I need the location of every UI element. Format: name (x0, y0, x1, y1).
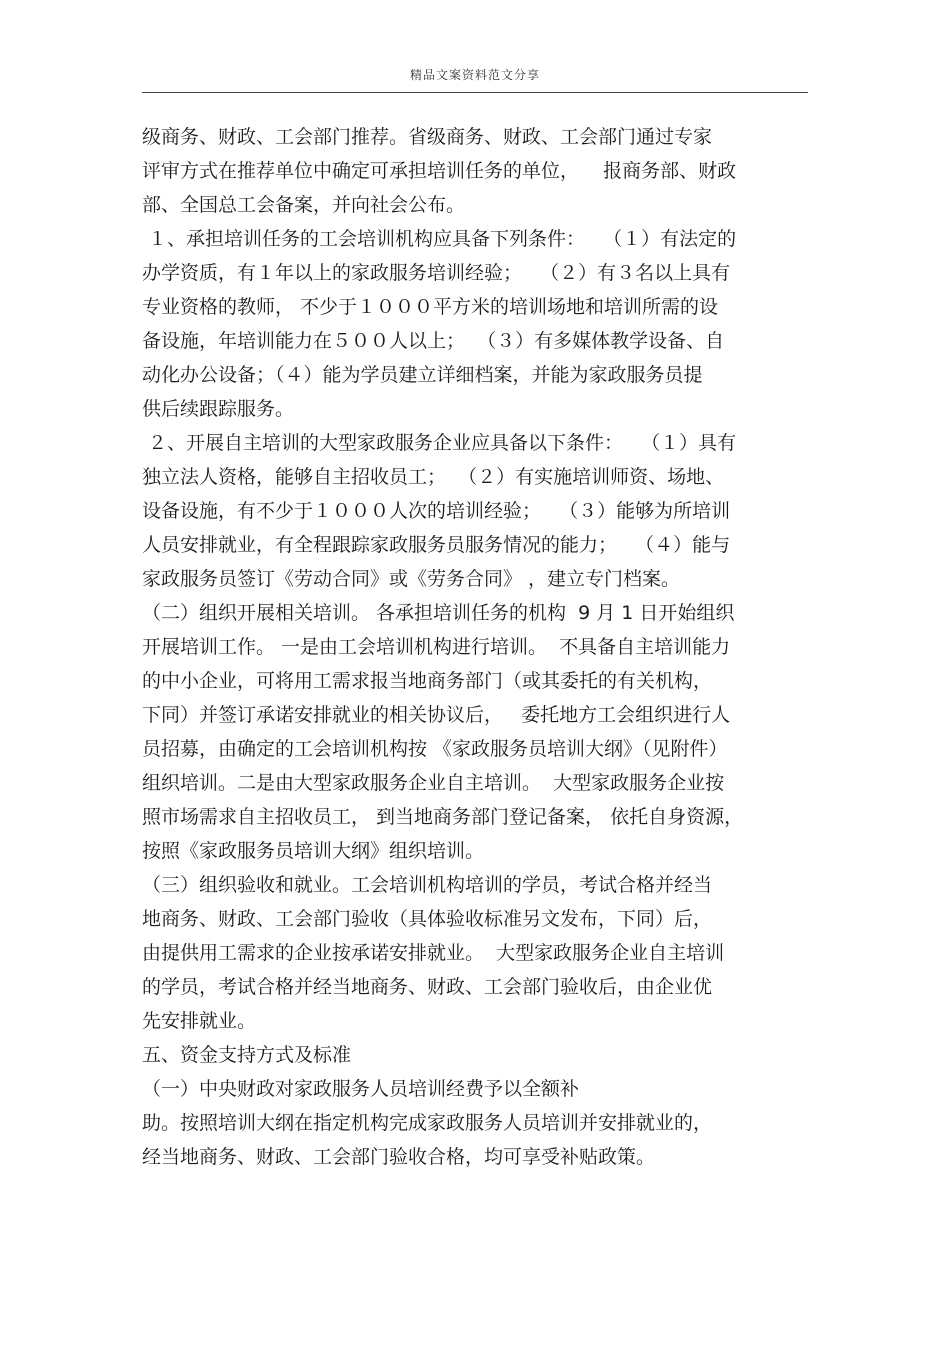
text-line: 助。按照培训大纲在指定机构完成家政服务人员培训并安排就业的， (142, 1112, 713, 1134)
text-line: 按照《家政服务员培训大纲》组织培训。 (142, 840, 485, 862)
section-heading: 五、资金支持方式及标准 (142, 1044, 352, 1066)
text-line: 评审方式在推荐单位中确定可承担培训任务的单位， 报商务部、财政 (142, 160, 737, 182)
text-line: 员招募，由确定的工会培训机构按 《家政服务员培训大纲》（见附件） (142, 738, 728, 760)
text-line: 家政服务员签订《劳动合同》或《劳务合同》 ，建立专门档案。 (142, 568, 681, 590)
text-line: 级商务、财政、工会部门推荐。省级商务、财政、工会部门通过专家 (142, 126, 713, 148)
text-line: ２、开展自主培训的大型家政服务企业应具备以下条件： （１）具有 (142, 432, 737, 454)
text-line: 备设施，年培训能力在５００人以上； （３）有多媒体教学设备、自 (142, 330, 725, 352)
text-line: 动化办公设备；（４）能为学员建立详细档案，并能为家政服务员提 (142, 364, 703, 386)
text-line: 部、全国总工会备案，并向社会公布。 (142, 194, 466, 216)
text-line: （三）组织验收和就业。工会培训机构培训的学员，考试合格并经当 (142, 874, 713, 896)
text-line: 办学资质，有１年以上的家政服务培训经验； （２）有３名以上具有 (142, 262, 731, 284)
text-line: 组织培训。二是由大型家政服务企业自主培训。 大型家政服务企业按 (142, 772, 725, 794)
text-line: 开展培训工作。 一是由工会培训机构进行培训。 不具备自主培训能力 (142, 636, 731, 658)
text-line: 设备设施，有不少于１０００人次的培训经验； （３）能够为所培训 (142, 500, 731, 522)
text-line: 独立法人资格，能够自主招收员工； （２）有实施培训师资、场地、 (142, 466, 725, 488)
text-line: 下同）并签订承诺安排就业的相关协议后， 委托地方工会组织进行人 (142, 704, 731, 726)
document-body (142, 120, 822, 1174)
text-line: 地商务、财政、工会部门验收（具体验收标准另文发布，下同）后， (142, 908, 713, 930)
text-line: 的中小企业，可将用工需求报当地商务部门（或其委托的有关机构， (142, 670, 713, 692)
text-line: （一）中央财政对家政服务人员培训经费予以全额补 (142, 1078, 580, 1100)
text-line: 专业资格的教师， 不少于１０００平方米的培训场地和培训所需的设 (142, 296, 719, 318)
text-line: 供后续跟踪服务。 (142, 398, 295, 420)
text-line: 照市场需求自主招收员工， 到当地商务部门登记备案， 依托自身资源， (142, 806, 744, 828)
text-line: 经当地商务、财政、工会部门验收合格，均可享受补贴政策。 (142, 1146, 656, 1168)
header-divider (142, 92, 808, 93)
text-line: 先安排就业。 (142, 1010, 257, 1032)
text-line: 的学员，考试合格并经当地商务、财政、工会部门验收后，由企业优 (142, 976, 713, 998)
text-line: 人员安排就业，有全程跟踪家政服务员服务情况的能力； （４）能与 (142, 534, 731, 556)
text-line: （二）组织开展相关培训。 各承担培训任务的机构 9 月 1 日开始组织 (142, 602, 735, 624)
text-line: 由提供用工需求的企业按承诺安排就业。 大型家政服务企业自主培训 (142, 942, 725, 964)
page-header: 精品文案资料范文分享 (409, 68, 540, 82)
text-line: １、承担培训任务的工会培训机构应具备下列条件： （１）有法定的 (142, 228, 737, 250)
